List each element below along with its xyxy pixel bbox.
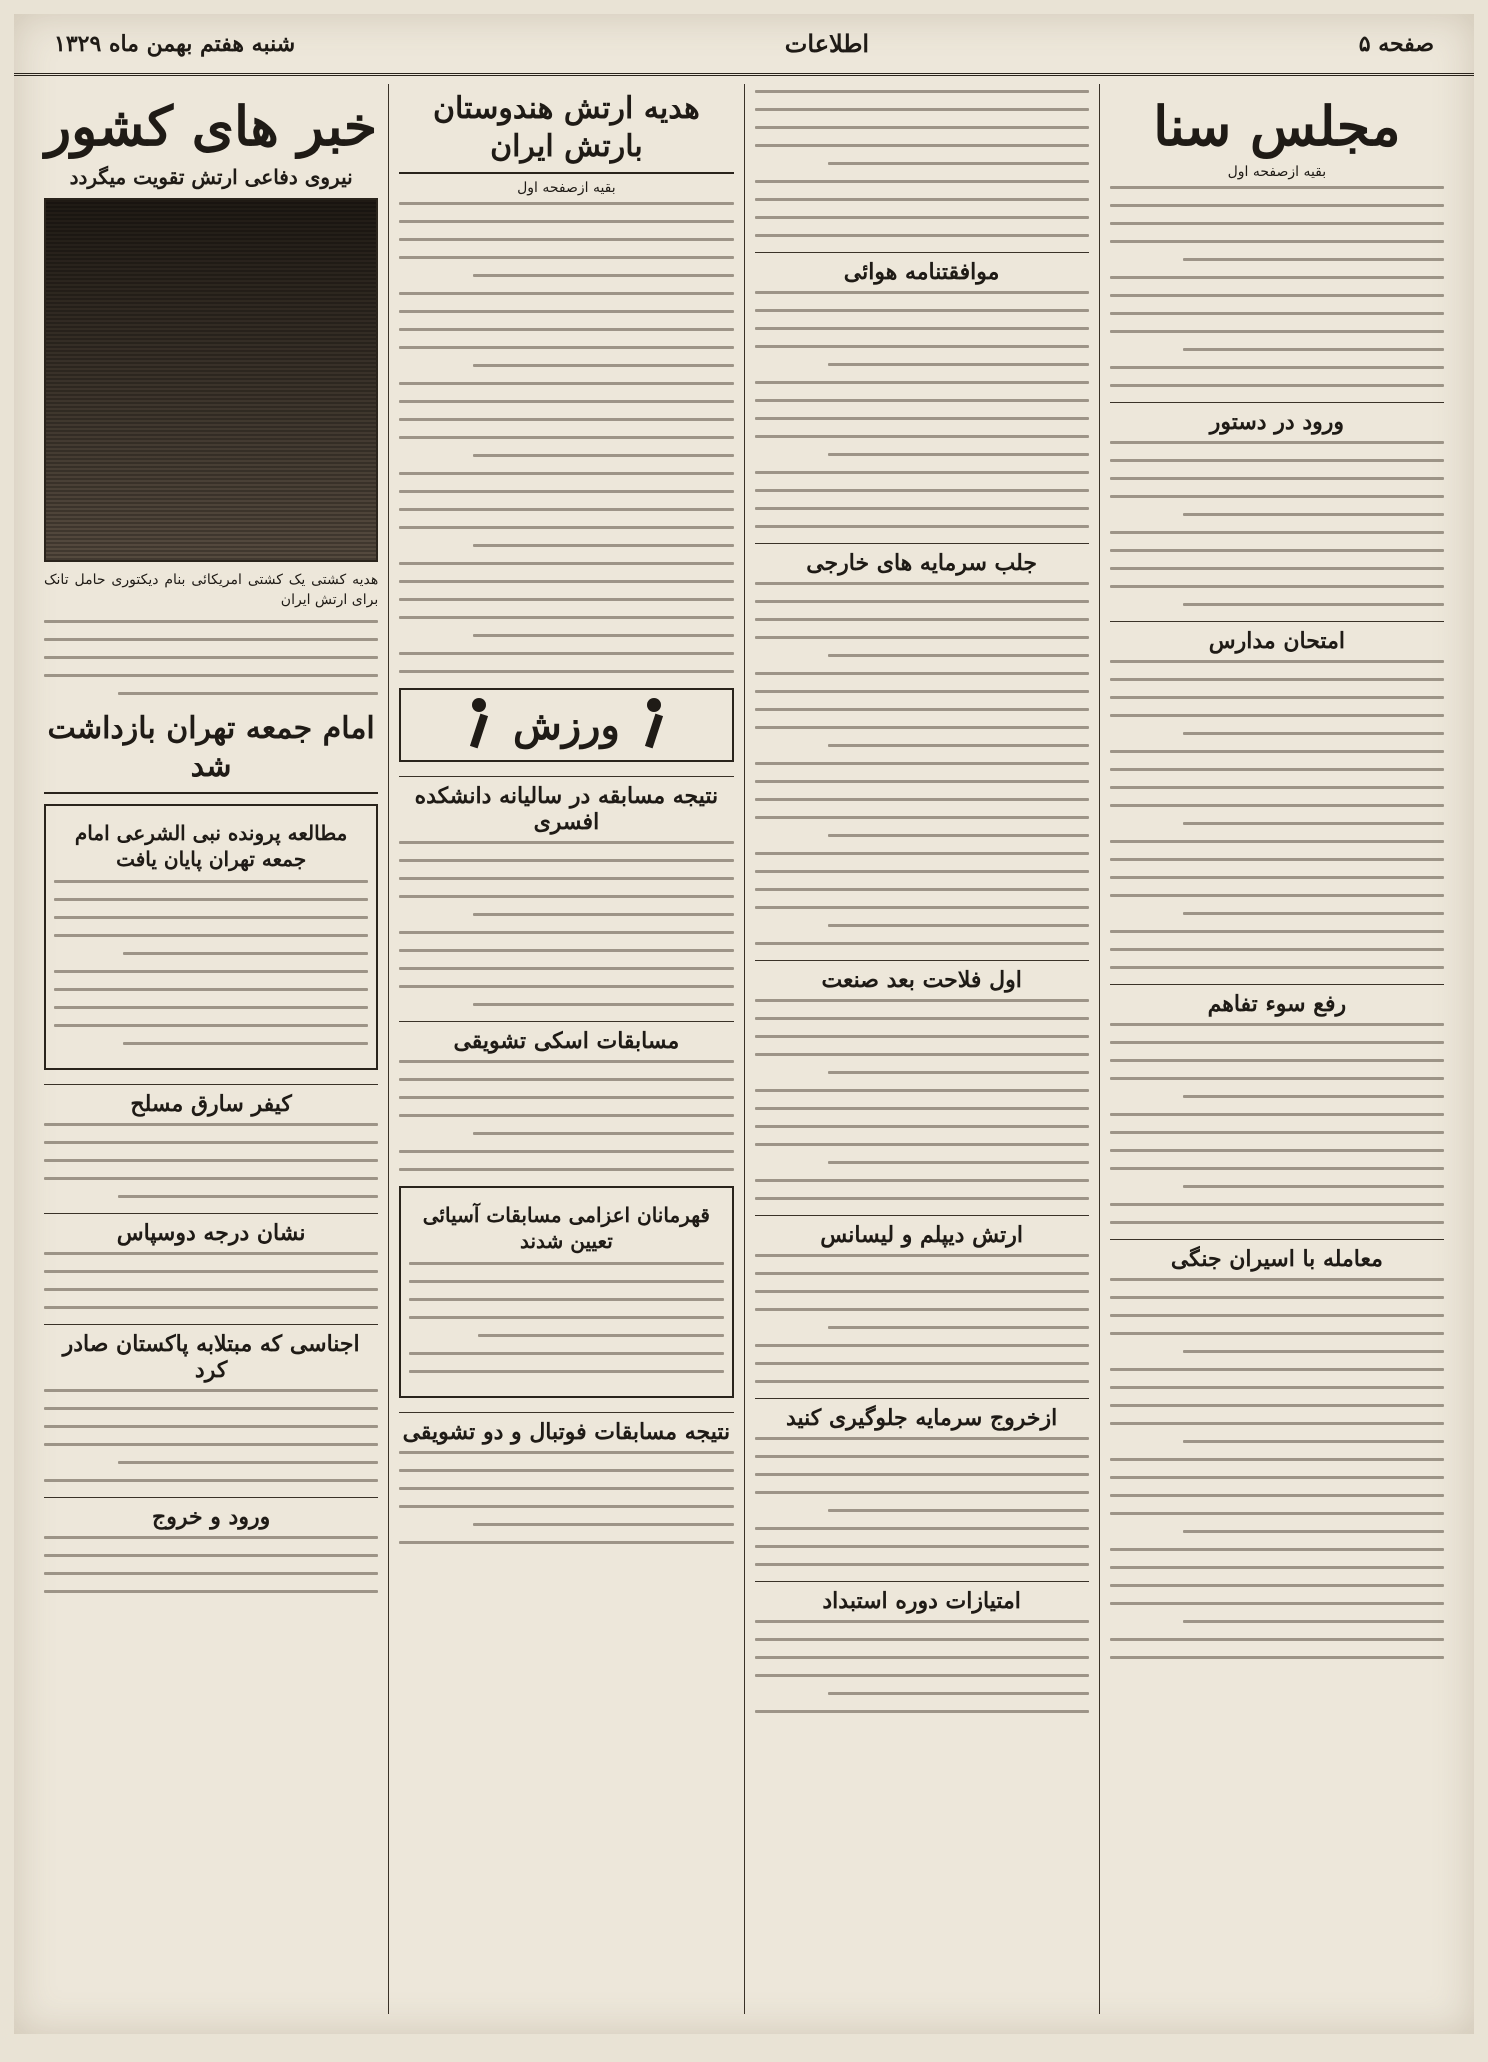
sports-body-2 [399, 1060, 733, 1171]
domestic-section-4: ورود و خروج [44, 1497, 378, 1530]
senate-masthead: مجلس سنا [1153, 94, 1401, 158]
sports-section-1: نتیجه مسابقه در سالیانه دانشکده افسری [399, 776, 733, 835]
economy-body-3 [755, 582, 1089, 945]
sports-body-3 [399, 1451, 733, 1544]
domestic-headline-3: مطالعه پرونده نبی الشرعی امام جمعه تهران پایان یافت [74, 821, 348, 871]
domestic-masthead: خبر های کشور [45, 94, 378, 158]
senate-section-4: معامله با اسیران جنگی [1110, 1239, 1444, 1272]
senate-body-1 [1110, 186, 1444, 387]
economy-section-3: اول فلاحت بعد صنعت [755, 960, 1089, 993]
domestic-body-1 [44, 620, 378, 695]
newspaper-page [14, 14, 1474, 2034]
senate-body-2 [1110, 441, 1444, 606]
photo-caption: هدیه کشتی یک کشتی امریکائی بنام دیکتوری حامل تانک برای ارتش ایران [44, 572, 379, 608]
asian-games-title: قهرمانان اعزامی مسابقات آسیائی تعیین شدند [422, 1203, 710, 1253]
economy-body-7 [755, 1620, 1089, 1713]
economy-body-4 [755, 999, 1089, 1200]
column-economy [744, 84, 1099, 2014]
imam-jomeh-box [44, 804, 378, 1070]
sports-banner [399, 688, 733, 762]
economy-section-6: امتیازات دوره استبداد [755, 1581, 1089, 1614]
column-senate [1099, 84, 1454, 2014]
domestic-body-5 [44, 1389, 378, 1482]
runner-icon [634, 698, 674, 752]
tank-ship-photo [44, 198, 378, 562]
domestic-section-2: نشان درجه دوسپاس [44, 1213, 378, 1246]
sports-section-2: مسابقات اسکی تشویقی [399, 1021, 733, 1054]
columns [34, 84, 1454, 2014]
senate-body-5 [1110, 1278, 1444, 1659]
domestic-body-6 [44, 1536, 378, 1593]
page-header [14, 14, 1474, 76]
senate-continued-note: بقیه ازصفحه اول [1227, 164, 1327, 180]
senate-body-3 [1110, 660, 1444, 969]
sports-section-3: نتیجه مسابقات فوتبال و دو تشویقی [399, 1412, 733, 1445]
senate-section-1: ورود در دستور [1110, 402, 1444, 435]
page-number: صفحه ۵ [1358, 30, 1434, 57]
india-headline: هدیه ارتش هندوستان بارتش ایران [399, 90, 733, 174]
issue-date: شنبه هفتم بهمن ماه ۱۳۲۹ [54, 30, 296, 57]
newspaper-name: اطلاعات [784, 29, 870, 58]
domestic-headline-2: امام جمعه تهران بازداشت شد [44, 710, 378, 794]
india-continued-note: بقیه ازصفحه اول [517, 180, 616, 196]
india-body [399, 202, 733, 673]
senate-section-2: امتحان مدارس [1110, 621, 1444, 654]
asian-games-box [399, 1186, 733, 1398]
domestic-subhead: نیروی دفاعی ارتش تقویت میگردد [69, 165, 353, 189]
column-domestic-news [34, 84, 388, 2014]
economy-section-2: جلب سرمایه های خارجی [755, 543, 1089, 576]
economy-section-5: ازخروج سرمایه جلوگیری کنید [755, 1398, 1089, 1431]
senate-body-4 [1110, 1023, 1444, 1224]
economy-body-1 [755, 90, 1089, 237]
domestic-section-1: کیفر سارق مسلح [44, 1084, 378, 1117]
domestic-body-3 [44, 1123, 378, 1198]
sports-title: ورزش [512, 701, 620, 749]
domestic-body-2 [54, 880, 368, 1045]
economy-body-5 [755, 1254, 1089, 1383]
economy-body-2 [755, 291, 1089, 528]
economy-section-1: موافقتنامه هوائی [755, 252, 1089, 285]
tennis-player-icon [459, 698, 499, 752]
sports-body-1 [399, 841, 733, 1006]
domestic-body-4 [44, 1252, 378, 1309]
asian-games-body [409, 1262, 723, 1373]
economy-section-4: ارتش دیپلم و لیسانس [755, 1215, 1089, 1248]
senate-section-3: رفع سوء تفاهم [1110, 984, 1444, 1017]
column-india-sports [388, 84, 743, 2014]
economy-body-6 [755, 1437, 1089, 1566]
domestic-section-3: اجناسی که مبتلابه پاکستان صادر کرد [44, 1324, 378, 1383]
